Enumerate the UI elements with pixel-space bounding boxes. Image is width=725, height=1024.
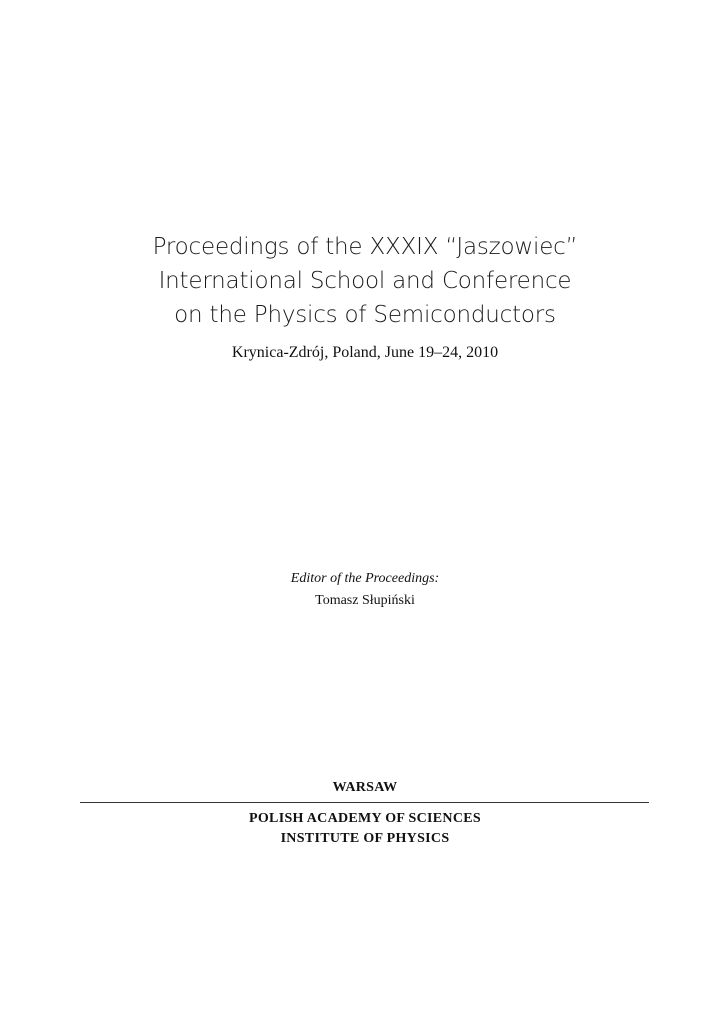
- publisher-line-1: POLISH ACADEMY OF SCIENCES: [249, 811, 481, 826]
- conference-location-date: Krynica-Zdrój, Poland, June 19–24, 2010: [231, 344, 499, 361]
- title-line-1: Proceedings of the XXXIX “Jaszowiec”: [152, 234, 578, 260]
- publisher-line-2: INSTITUTE OF PHYSICS: [280, 831, 450, 846]
- publisher-block: [80, 809, 650, 849]
- editor-name: Tomasz Słupiński: [315, 593, 415, 608]
- title-line-2: International School and Conference: [158, 268, 572, 294]
- editor-block: [80, 568, 650, 612]
- editor-heading: Editor of the Proceedings:: [290, 571, 440, 586]
- proceedings-title: [80, 230, 650, 332]
- horizontal-rule: [80, 802, 649, 803]
- title-line-3: on the Physics of Semiconductors: [174, 302, 556, 328]
- publisher-city: WARSAW: [332, 780, 398, 795]
